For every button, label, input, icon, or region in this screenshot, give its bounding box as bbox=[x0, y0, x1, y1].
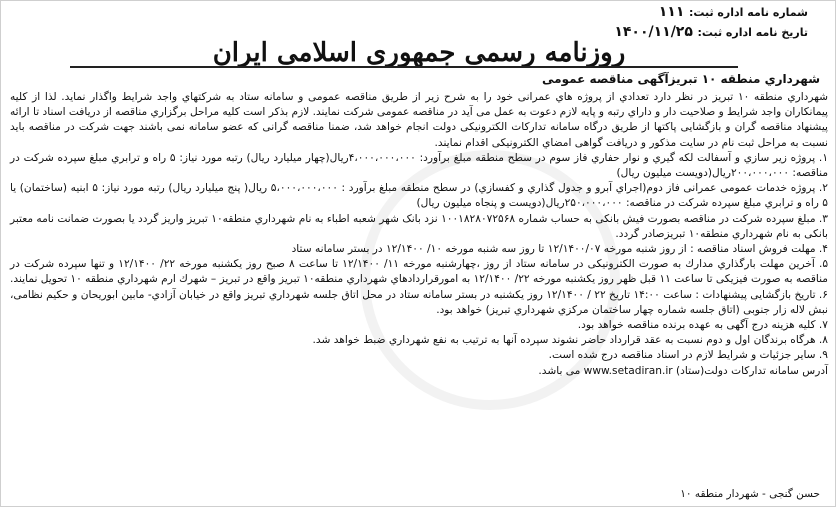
registration-number-label: شماره نامه اداره ثبت: bbox=[688, 6, 808, 19]
notice-item: ۷. کلیه هزینه درج آگهی به عهده برنده مناقصه خواهد بود. bbox=[577, 319, 828, 332]
registration-date: ۱۴۰۰/۱۱/۲۵ bbox=[614, 24, 693, 40]
notice-item: آدرس سامانه تدارکات دولت(ستاد) www.setadiran.ir می باشد. bbox=[538, 364, 828, 377]
masthead-text: روزنامه رسمی جمهوری اسلامی ایران bbox=[212, 38, 626, 68]
notice-body bbox=[10, 90, 828, 379]
notice-item: ۲. پروژه خدمات عمومی عمرانی فاز دوم(اجراي آبرو و جدول گذاري و کفسازي) در سطح منطقه مبلغ برآورد : ۵،۰۰۰،۰۰۰،۰۰۰ ریال( پنج میلیارد ریال) رتبه مورد نیاز: ۵ ابنیه (ساختمان) یا ۵ راه و ترابري مبلغ سپرده شرکت در مناقصه: ۲۵۰،۰۰۰،۰۰۰ریال(دویست و پنجاه میلیون ریال) bbox=[10, 182, 828, 210]
signature-line: حسن گنجی - شهردار منطقه ۱۰ bbox=[680, 488, 820, 500]
notice-title: شهرداري منطقه ۱۰ تبریزآگهی مناقصه عمومی bbox=[542, 72, 820, 86]
newspaper-masthead bbox=[0, 38, 838, 68]
notice-item: ۸. هرگاه برندگان اول و دوم نسبت به عقد قرارداد حاضر نشوند سپرده آنها به ترتیب به نفع شهرداري ضبط خواهد شد. bbox=[312, 334, 828, 347]
notice-item: ۱. پروژه زیر سازي و آسفالت لکه گیري و نوار حفاري فاز سوم در سطح منطقه مبلغ برآورد: ۴،۰۰۰،۰۰۰،۰۰۰ریال(چهار میلیارد ریال) رتبه مورد نیاز: ۵ راه و ترابري مبلغ سپرده شرکت در مناقصه: ۲۰۰،۰۰۰،۰۰۰ریال(دویست میلیون ریال) bbox=[10, 151, 829, 180]
registration-number-line bbox=[659, 4, 808, 20]
notice-item: ۴. مهلت فروش اسناد مناقصه : از روز شنبه مورخه ۱۲/۱۴۰۰/۰۷ تا روز سه شنبه مورخه ۱۰/ ۱۲/۱۴۰۰ در بستر سامانه ستاد bbox=[291, 243, 828, 256]
notice-item: ۳. مبلغ سپرده شرکت در مناقصه بصورت فیش بانکی به حساب شماره ۱۰۰۱۸۲۸۰۷۲۵۶۸ نزد بانک شهر شعبه اطباء به نام شهرداري منطقه۱۰ تبریز واریز گردد یا بصورت ضمانت نامه معتبر بانکی به نام شهرداري منطقه۱۰ تبریزصادر گردد. bbox=[10, 212, 828, 240]
notice-item: ۹. سایر جزئیات و شرایط لازم در اسناد مناقصه درج شده است. bbox=[548, 349, 828, 362]
registration-number: ۱۱۱ bbox=[658, 4, 685, 20]
notice-intro: شهرداري منطقه ۱۰ تبریز در نظر دارد تعدادي از پروژه هاي عمرانی خود را به شرح زیر از طریق مناقصه عمومی و سامانه ستاد به شرکتهاي واجد شرایط واگذار نماید. لذا از کلیه پیمانکاران واجد شرایط و صلاحیت دار و داراي رتبه و پایه لازم دعوت به عمل می آید در مناقصه عمومی شرکت نمایند. لازم بذکر است کلیه مراحل برگزاري مناقصه از دریافت اسناد تا ارائه پیشنهاد مناقصه گران و بازگشایی پاکتها از طریق درگاه سامانه تدارکات الکترونیکی دولت انجام خواهد شد، ضمنا مناقصه گرانی که عضو سامانه نمی باشند جهت شرکت در مناقصه باید نسبت به مراحل ثبت نام در سایت مذکور و دریافت گواهی امضاي الکترونیکی اقدام نمایند. bbox=[10, 91, 828, 149]
notice-item: ۵. آخرین مهلت بارگذاري مدارك به صورت الکترونیکی در سامانه ستاد از روز ،چهارشنبه مورخه ۱۱/ ۱۲/۱۴۰۰ تا ساعت ۸ صبح روز یکشنبه مورخه ۲۲/ ۱۲/۱۴۰۰ و تنها سپرده شرکت در مناقصه به صورت فیزیکی تا ساعت ۱۱ قبل ظهر روز یکشنبه مورخه ۲۲/ ۱۲/۱۴۰۰ به امورقراردادهاي شهرداري منطقه۱۰ تبریز واقع در تبریز – شهرك ارم شهرداري منطقه ۱۰ تحویل نمایند. bbox=[10, 258, 829, 286]
masthead-rule bbox=[70, 66, 738, 68]
registration-date-label: تاریخ نامه اداره ثبت: bbox=[697, 26, 808, 39]
notice-item: ۶. تاریخ بازگشایی پیشنهادات : ساعت ۱۴:۰۰ تاریخ ۲۲ / ۱۲/۱۴۰۰ روز یکشنبه در بستر سامانه ستاد در محل اتاق جلسه شهرداري تبریز واقع در خیابان آزادي- مابین ابوریحان و حکیم نظامی، نبش لاله زار جنوبی (اتاق جلسه شماره چهار ساختمان مرکزي شهرداري تبریز) خواهد بود. bbox=[10, 288, 828, 316]
